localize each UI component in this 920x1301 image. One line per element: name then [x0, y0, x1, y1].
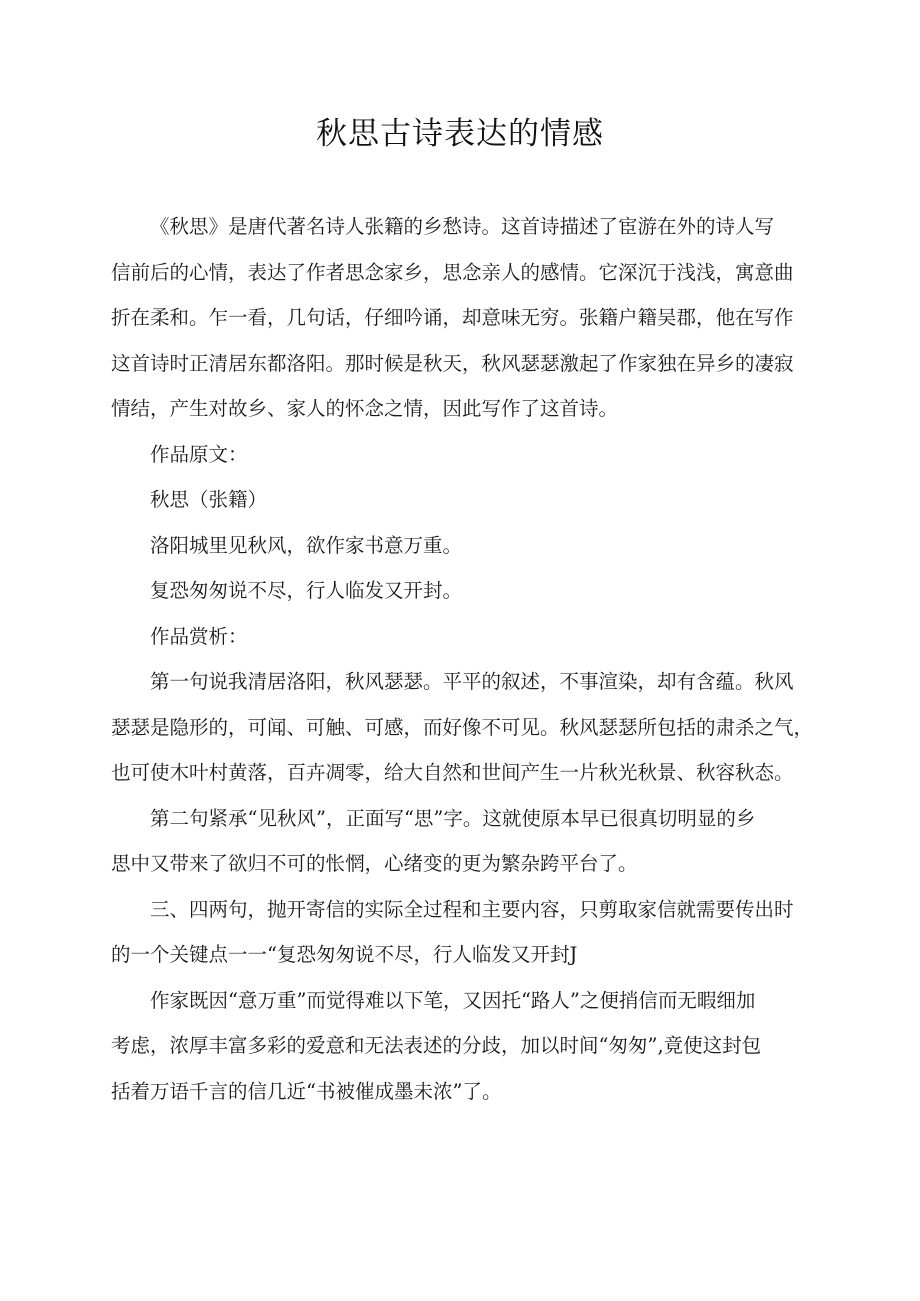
section-heading-analysis: 作品赏析：	[150, 624, 248, 648]
analysis-line: 第二句紧承“见秋风”，正面写“思”字。这就使原本早已很真切明显的乡	[150, 806, 756, 830]
analysis-line: 思中又带来了欲归不可的怅惘，心绪变的更为繁杂跨平台了。	[111, 852, 638, 875]
analysis-line: 也可使木叶村黄落，百卉凋零，给大自然和世间产生一片秋光秋景、秋容秋态。	[111, 761, 794, 784]
analysis-line: 第一句说我清居洛阳，秋风瑟瑟。平平的叙述，不事渲染，却有含蕴。秋风	[150, 670, 794, 693]
paragraph-intro-line: 情结，产生对故乡、家人的怀念之情，因此写作了这首诗。	[111, 397, 619, 420]
paragraph-intro-line: 折在柔和。乍一看，几句话，仔细吟诵，却意味无穷。张籍户籍吴郡，他在写作	[111, 306, 794, 329]
analysis-line: 括着万语千言的信几近“书被催成墨未浓”了。	[111, 1079, 502, 1103]
poem-line: 复恐匆匆说不尽，行人临发又开封。	[150, 579, 463, 602]
analysis-line: 的一个关键点一一“复恐匆匆说不尽，行人临发又开封J	[111, 943, 578, 966]
poem-title: 秋思（张籍）	[150, 488, 268, 511]
document-title: 秋思古诗表达的情感	[316, 116, 604, 152]
analysis-line: 考虑，浓厚丰富多彩的爱意和无法表述的分歧，加以时间“匆匆”,竟使这封包	[111, 1034, 762, 1057]
section-heading-original: 作品原文：	[150, 442, 248, 466]
poem-line: 洛阳城里见秋风，欲作家书意万重。	[150, 533, 463, 557]
analysis-line: 作家既因“意万重”而觉得难以下笔，又因托“路人”之便捎信而无暇细加	[150, 988, 756, 1012]
analysis-line: 瑟瑟是隐形的，可闻、可触、可感，而好像不可见。秋风瑟瑟所包括的肃杀之气，	[111, 715, 814, 739]
analysis-line: 三、四两句，抛开寄信的实际全过程和主要内容，只剪取家信就需要传出时	[150, 897, 794, 921]
document-body	[111, 204, 814, 1114]
paragraph-intro-line: 信前后的心情，表达了作者思念家乡，思念亲人的感情。它深沉于浅浅，寓意曲	[111, 260, 794, 284]
paragraph-intro-line: 这首诗时正清居东都洛阳。那时候是秋天，秋风瑟瑟激起了作家独在异乡的凄寂	[111, 351, 794, 375]
paragraph-intro-line: 《秋思》是唐代著名诗人张籍的乡愁诗。这首诗描述了宦游在外的诗人写	[150, 215, 775, 238]
